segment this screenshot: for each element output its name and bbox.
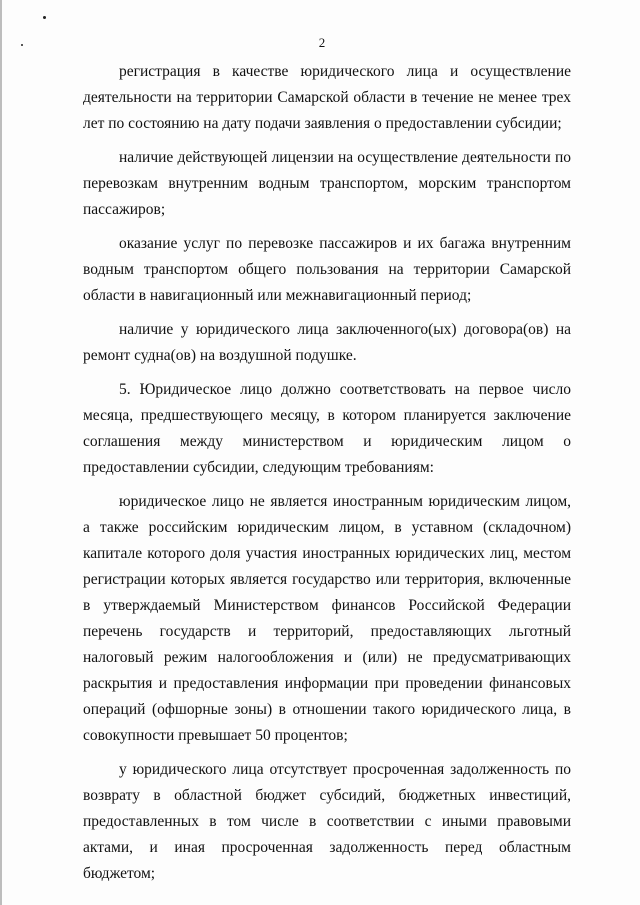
document-body xyxy=(83,59,571,895)
paragraph-repair-contract: наличие у юридического лица заключенного(ых) договора(ов) на ремонт судна(ов) на воздушной подушке. xyxy=(83,321,571,364)
scan-speck xyxy=(43,16,46,19)
page-number: 2 xyxy=(318,35,326,50)
paragraph-debt: у юридического лица отсутствует просроченная задолженность по возврату в областной бюджет субсидий, бюджетных инвестиций, предоставленных в том числе в соответствии с иными правовыми актами, и иная просроченная задолженность перед областным бюджетом; xyxy=(83,761,571,882)
paragraph-services: оказание услуг по перевозке пассажиров и их багажа внутренним водным транспортом общего пользования на территории Самарской области в навигационный или межнавигационный период; xyxy=(83,235,571,304)
paragraph-foreign-entity: юридическое лицо не является иностранным юридическим лицом, а также российским юридическим лицом, в уставном (складочном) капитале которого доля участия иностранных юридических лиц, местом регистрации которых является государство или территория, включенные в утверждаемый Министерством финансов Российской Федерации перечень государств и территорий, предоставляющих льготный налоговый режим налогообложения и (или) не предусматривающих раскрытия и предоставления информации при проведении финансовых операций (офшорные зоны) в отношении такого юридического лица, в совокупности превышает 50 процентов; xyxy=(83,493,571,744)
paragraph-requirements-intro: 5. Юридическое лицо должно соответствовать на первое число месяца, предшествующего месяцу, в котором планируется заключение соглашения между министерством и юридическим лицом о предоставлении субсидии, следующим требованиям: xyxy=(83,381,571,476)
paragraph-registration: регистрация в качестве юридического лица и осуществление деятельности на территории Самарской области в течение не менее трех лет по состоянию на дату подачи заявления о предоставлении субсидии; xyxy=(83,63,571,132)
paragraph-license: наличие действующей лицензии на осуществление деятельности по перевозкам внутренним водным транспортом, морским транспортом пассажиров; xyxy=(83,149,571,218)
